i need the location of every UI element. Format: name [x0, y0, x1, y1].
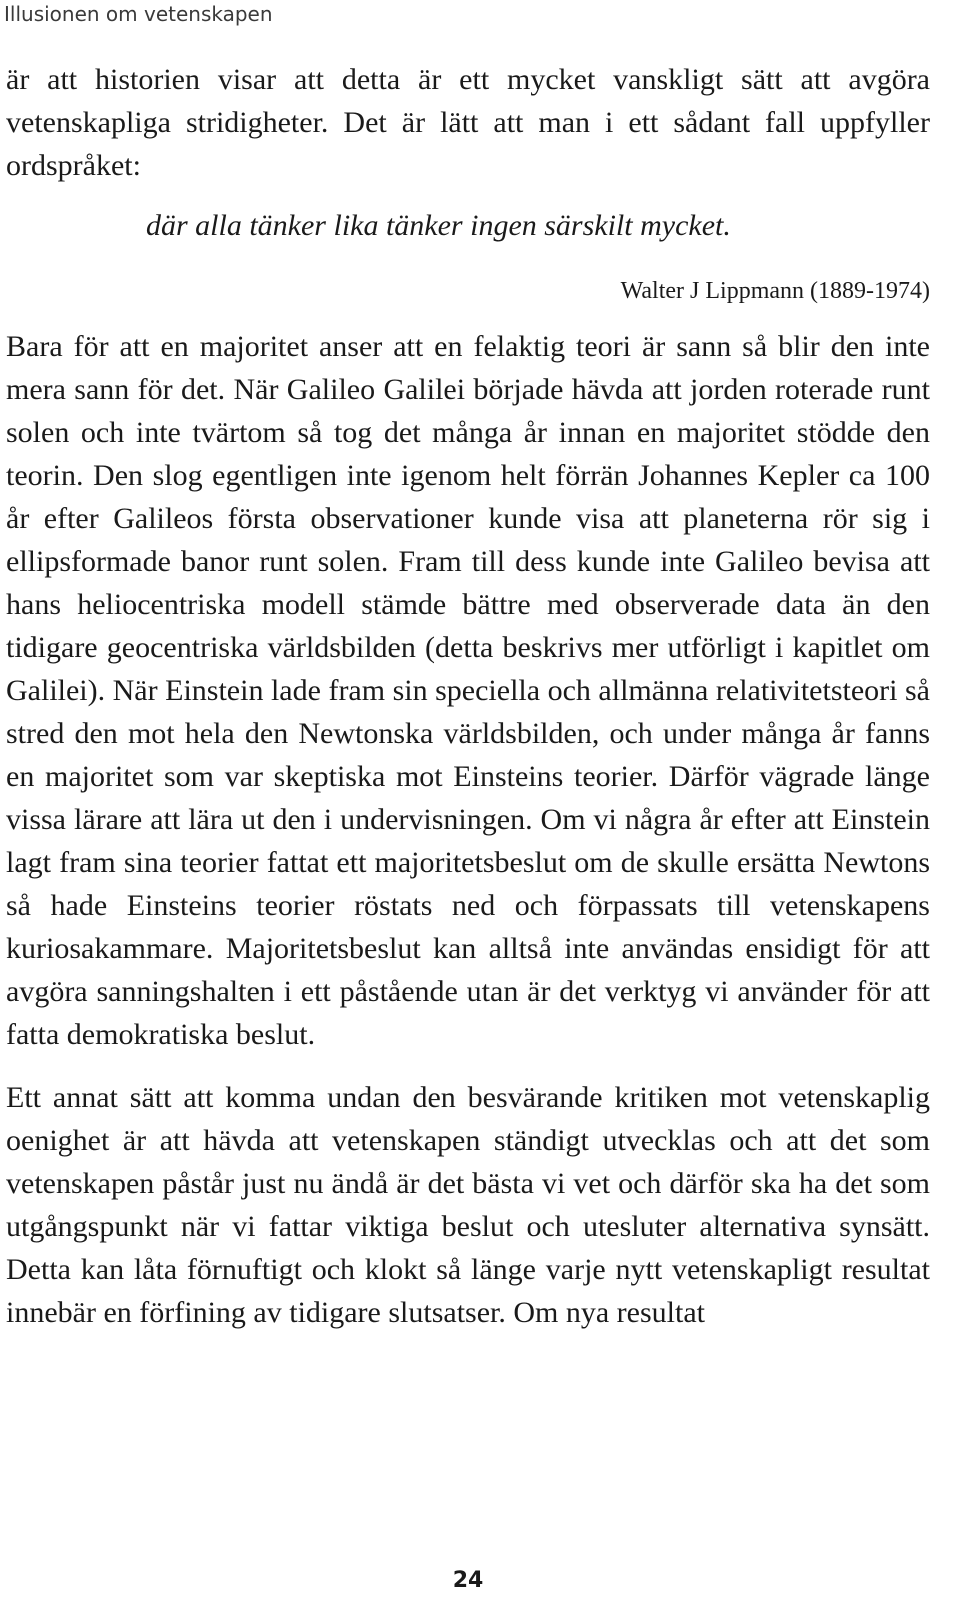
page-number: 24	[452, 1568, 484, 1593]
body-paragraph: Ett annat sätt att komma undan den besvärande kritiken mot vetenskaplig oenighet är att hävda att vetenskapen ständigt utvecklas och att det som vetenskapen påstår just nu ändå är det bästa vi vet och därför ska ha det som utgångspunkt när vi fattar viktiga beslut och utesluter alternativa synsätt. Detta kan låta förnuftigt och klokt så länge varje nytt vetenskapligt resultat innebär en förfining av tidigare slutsatser. Om nya resultat	[6, 1081, 930, 1329]
running-header: Illusionen om vetenskapen	[4, 2, 273, 26]
block-quote: där alla tänker lika tänker ingen särskilt mycket.	[146, 209, 731, 242]
body-paragraph: är att historien visar att detta är ett mycket vanskligt sätt att avgöra vetenskapliga stridigheter. Det är lätt att man i ett sådant fall uppfyller ordspråket:	[6, 63, 930, 182]
page-body	[6, 58, 930, 1334]
quote-attribution: Walter J Lippmann (1889-1974)	[620, 278, 930, 304]
body-paragraph: Bara för att en majoritet anser att en felaktig teori är sann så blir den inte mera sann för det. När Galileo Galilei började hävda att jorden roterade runt solen och inte tvärtom så tog det många år innan en majoritet stödde den teorin. Den slog egentligen inte igenom helt förrän Johannes Kepler ca 100 år efter Galileos första observationer kunde visa att planeterna rör sig i ellipsformade banor runt solen. Fram till dess kunde inte Galileo bevisa att hans heliocentriska modell stämde bättre med observerade data än den tidigare geocentriska världsbilden (detta beskrivs mer utförligt i kapitlet om Galilei). När Einstein lade fram sin speciella och allmänna relativitetsteori så stred den mot hela den Newtonska världsbilden, och under många år fanns en majoritet som var skeptiska mot Einsteins teorier. Därför vägrade länge vissa lärare att lära ut den i undervisningen. Om vi några år efter att Einstein lagt fram sina teorier fattat ett majoritetsbeslut om de skulle ersätta Newtons så hade Einsteins teorier röstats ned och förpassats till vetenskapens kuriosakammare. Majoritetsbeslut kan alltså inte användas ensidigt för att avgöra sanningshalten i ett påstående utan är det verktyg vi använder för att fatta demokratiska beslut.	[6, 330, 930, 1051]
